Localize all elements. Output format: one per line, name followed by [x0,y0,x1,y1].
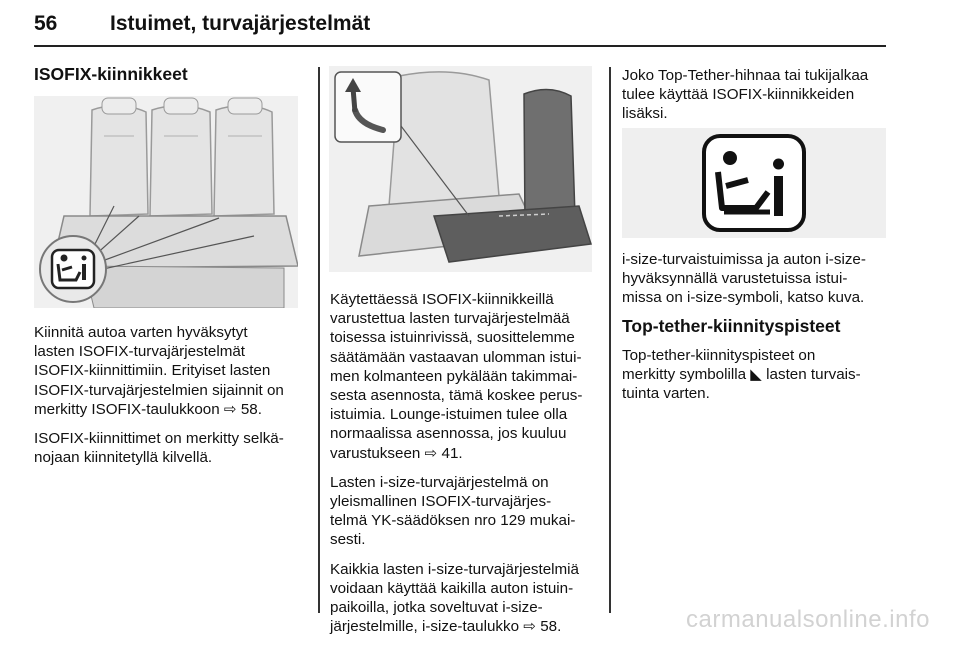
seat-para-1: Käytettäessä ISOFIX-kiinnikkeillä varustettua lasten turvajärjestelmää toisessa istuinrivissä, suosittelemme säätämään vastaavan ulomman istui- men kolmanteen pykälään takimmai- sesta asennosta, tämä koskee perus- istuimia. Lounge-istuimen tulee olla normaalissa asennossa, jos kuuluu varustukseen ⇨ 41. [330,291,583,462]
col1-text [34,323,302,477]
page-header [34,10,886,44]
isofix-table-ref[interactable]: merkitty ISOFIX-taulukkoon ⇨ 58. [34,400,262,418]
page-number: 56 [34,12,58,35]
col2-text [330,290,598,646]
top-tether-para: Top-tether-kiinnityspisteet on merkitty symbolilla ◣ lasten turvais- tuinta varten. [622,347,861,403]
isize-symbol-figure [622,128,886,238]
i-size-symbol-icon [622,128,886,238]
seat-adjustment-illustration [329,66,592,272]
isize-symbol-para: i-size-turvaistuimissa ja auton i-size- hyväksynnällä varustetuissa istui- missa on i-size-symboli, katso kuva. [622,251,866,307]
watermark: carmanualsonline.info [686,606,930,633]
page-title: Istuimet, turvajärjestelmät [110,12,371,35]
seats-page-ref[interactable]: varustukseen ⇨ 41. [330,444,463,462]
isize-para-2: Kaikkia lasten i-size-turvajärjestelmiä voidaan käyttää kaikilla auton istuin- paikoilla, jotka soveltuvat i-size- järjestelmille, i-size-taulukko ⇨ 58. [330,560,579,636]
seat-adjustment-figure [329,66,592,272]
col3-bottom-text [622,346,890,414]
isofix-para-1: Kiinnitä autoa varten hyväksytyt lasten ISOFIX-turvajärjestelmät ISOFIX-kiinnittimiin. Erityiset lasten ISOFIX-turvajärjestelmien sijainnit on merkitty ISOFIX-taulukkoon ⇨ 58. [34,324,284,418]
isofix-badge [38,234,108,304]
top-tether-symbol-icon: merkitty symbolilla ◣ lasten turvais- [622,366,861,384]
section-heading-top-tether: Top-tether-kiinnityspisteet [622,316,841,336]
col3-top-text [622,66,890,134]
isofix-symbol-icon [38,234,108,304]
header-divider [34,45,886,47]
isofix-para-2: ISOFIX-kiinnittimet on merkitty selkä- nojaan kiinnitetyllä kilvellä. [34,430,284,467]
isize-table-ref[interactable]: järjestelmille, i-size-taulukko ⇨ 58. [330,618,562,636]
section-heading-isofix: ISOFIX-kiinnikkeet [34,64,188,84]
column-divider-1 [318,67,320,613]
column-divider-2 [609,67,611,613]
rear-seats-figure [34,96,298,308]
col3-mid-text [622,250,890,318]
tether-para-1: Joko Top-Tether-hihnaa tai tukijalkaa tulee käyttää ISOFIX-kiinnikkeiden lisäksi. [622,67,869,123]
isize-para-1: Lasten i-size-turvajärjestelmä on yleismallinen ISOFIX-turvajärjes- telmä YK-säädöksen nro 129 mukai- sesti. [330,473,576,549]
